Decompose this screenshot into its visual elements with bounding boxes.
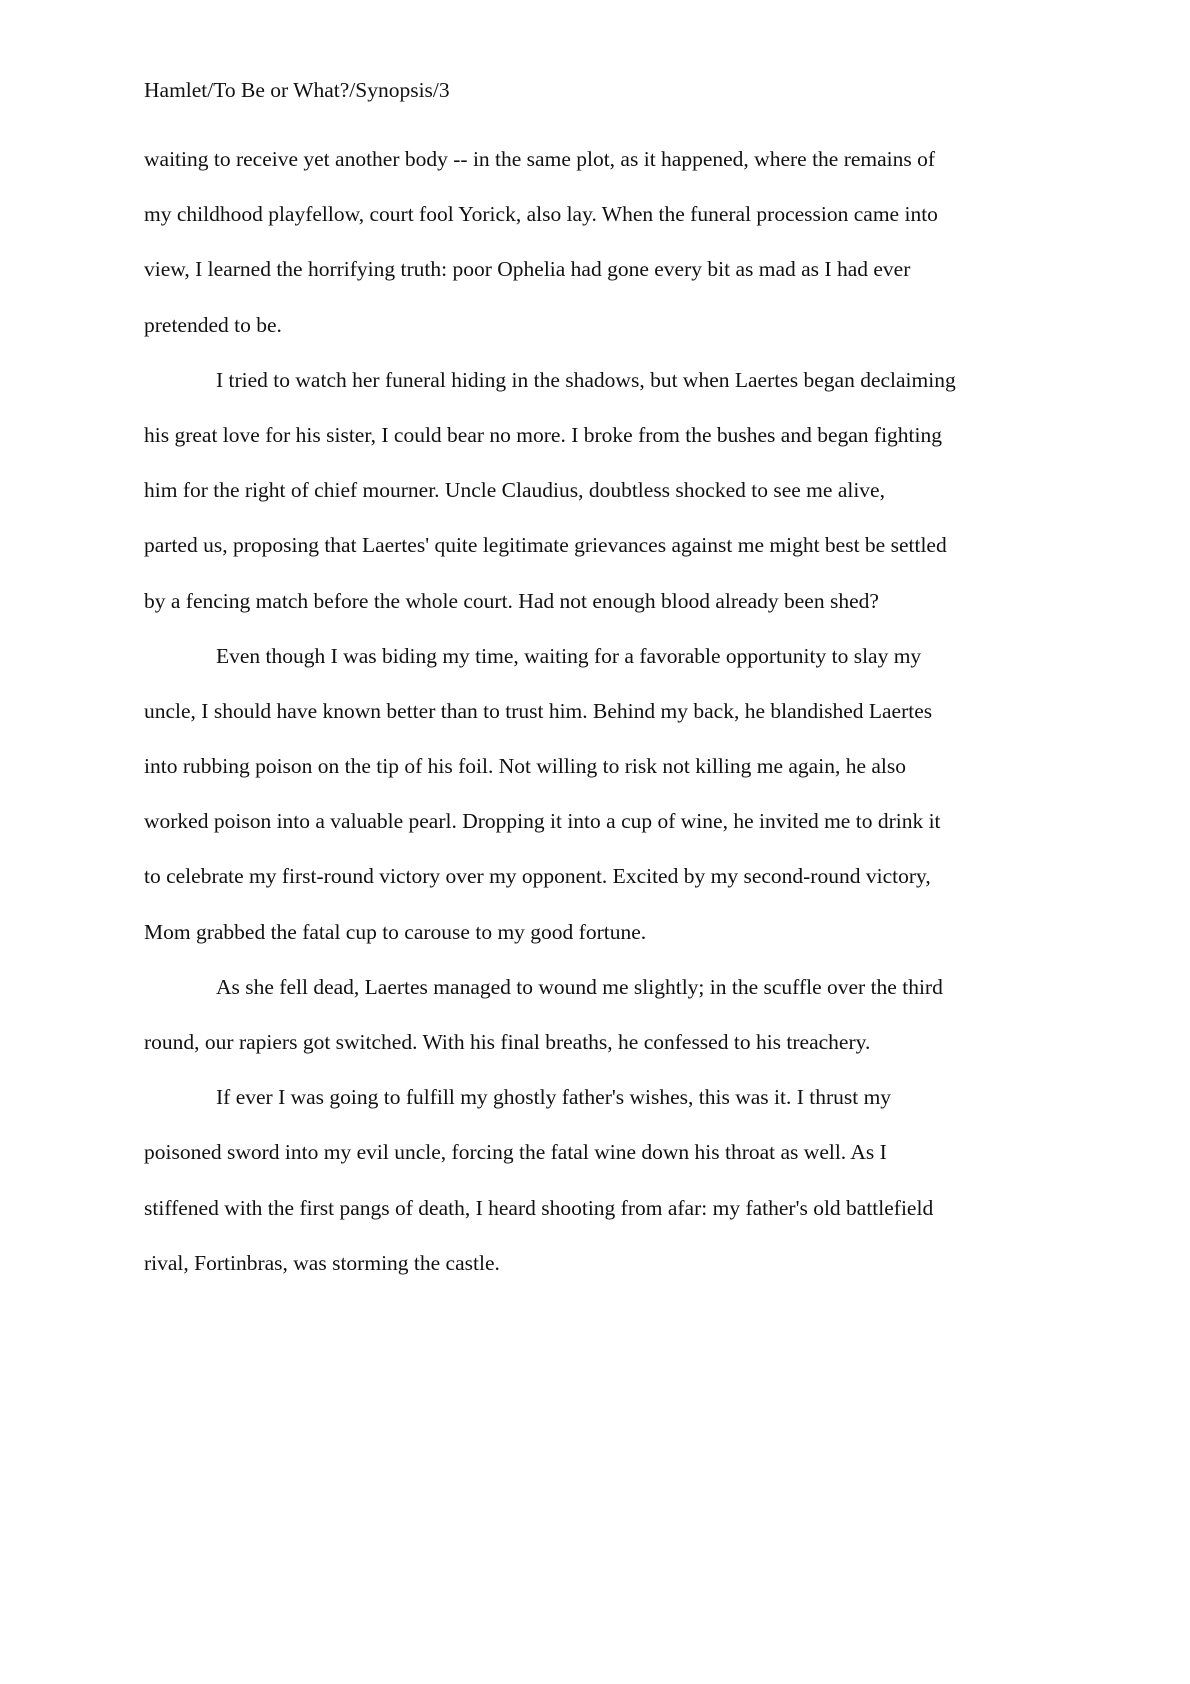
text-line: to celebrate my first-round victory over my opponent. Excited by my second-round victory, xyxy=(144,864,931,889)
text-line: by a fencing match before the whole court. Had not enough blood already been shed? xyxy=(144,588,879,613)
text-line: parted us, proposing that Laertes' quite legitimate grievances against me might best be settled xyxy=(144,533,947,558)
text-line: poisoned sword into my evil uncle, forcing the fatal wine down his throat as well. As I xyxy=(144,1140,887,1165)
paragraph-first-line: I tried to watch her funeral hiding in the shadows, but when Laertes began declaiming xyxy=(216,367,956,392)
text-line: Mom grabbed the fatal cup to carouse to my good fortune. xyxy=(144,919,647,944)
paragraph-first-line: If ever I was going to fulfill my ghostly father's wishes, this was it. I thrust my xyxy=(216,1085,892,1110)
text-line: round, our rapiers got switched. With his final breaths, he confessed to his treachery. xyxy=(144,1030,871,1054)
text-line: pretended to be. xyxy=(144,312,282,337)
text-line: into rubbing poison on the tip of his foil. Not willing to risk not killing me again, he also xyxy=(144,754,907,779)
text-line: rival, Fortinbras, was storming the castle. xyxy=(144,1250,500,1275)
text-line: worked poison into a valuable pearl. Dropping it into a cup of wine, he invited me to drink it xyxy=(144,809,941,834)
text-line: uncle, I should have known better than to trust him. Behind my back, he blandished Laertes xyxy=(144,698,933,723)
body-text xyxy=(144,145,1064,1304)
text-line: view, I learned the horrifying truth: poor Ophelia had gone every bit as mad as I had ever xyxy=(144,257,911,282)
paragraph-first-line: Even though I was biding my time, waiting for a favorable opportunity to slay my xyxy=(216,643,922,668)
text-line: him for the right of chief mourner. Uncle Claudius, doubtless shocked to see me alive, xyxy=(144,478,885,503)
text-line: waiting to receive yet another body -- in the same plot, as it happened, where the remains of xyxy=(144,147,936,171)
text-line: my childhood playfellow, court fool Yorick, also lay. When the funeral procession came into xyxy=(144,202,938,227)
text-line: his great love for his sister, I could bear no more. I broke from the bushes and began fighting xyxy=(144,422,943,447)
text-line: stiffened with the first pangs of death, I heard shooting from afar: my father's old battlefield xyxy=(144,1195,934,1220)
paragraph-first-line: As she fell dead, Laertes managed to wound me slightly; in the scuffle over the third xyxy=(216,974,943,999)
running-head: Hamlet/To Be or What?/Synopsis/3 xyxy=(144,78,450,102)
